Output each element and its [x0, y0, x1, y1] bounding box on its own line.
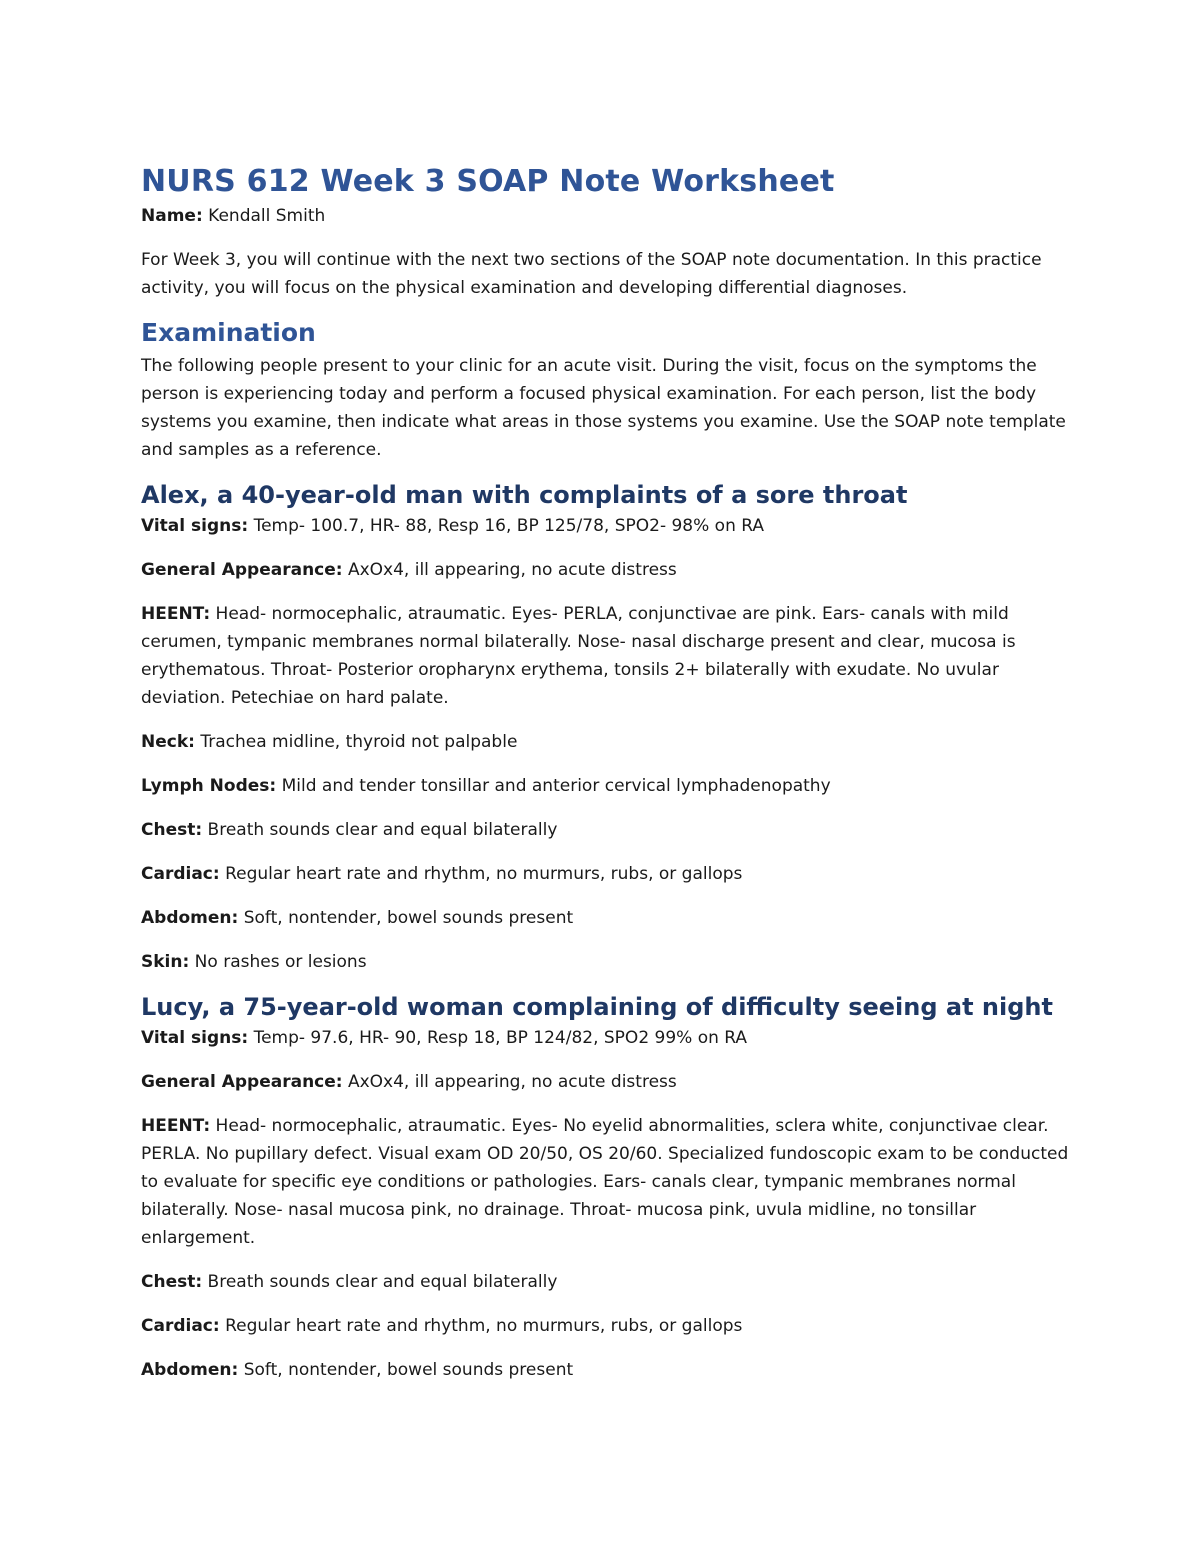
field-value: Soft, nontender, bowel sounds present	[238, 1360, 574, 1380]
document-title: NURS 612 Week 3 SOAP Note Worksheet	[141, 164, 835, 199]
field-value: Head- normocephalic, atraumatic. Eyes- No eyelid abnormalities, sclera white, conjunctivae clear. PERLA. No pupillary defect. Visual exam OD 20/50, OS 20/60. Specialized fundoscopic exam to be conducted to evaluate for specific eye conditions or pathologies. Ears- canals clear, tympanic membranes normal bilaterally. Nose- nasal mucosa pink, no drainage. Throat- mucosa pink, uvula midline, no tonsillar enlargement.	[141, 1116, 1069, 1248]
student-name	[141, 202, 1071, 230]
exam-field	[141, 948, 1071, 976]
exam-field	[141, 1268, 1071, 1296]
exam-field	[141, 600, 1071, 712]
field-label: Abdomen:	[141, 1360, 239, 1380]
exam-field	[141, 816, 1071, 844]
field-label: Skin:	[141, 952, 190, 972]
field-value: Regular heart rate and rhythm, no murmurs, rubs, or gallops	[219, 864, 743, 884]
field-label: Cardiac:	[141, 1316, 220, 1336]
field-label: Lymph Nodes:	[141, 776, 277, 796]
field-value: No rashes or lesions	[189, 952, 367, 972]
field-value: Trachea midline, thyroid not palpable	[194, 732, 518, 752]
field-value: Soft, nontender, bowel sounds present	[238, 908, 574, 928]
field-label: HEENT:	[141, 604, 211, 624]
field-value: Regular heart rate and rhythm, no murmurs, rubs, or gallops	[219, 1316, 743, 1336]
exam-field	[141, 728, 1071, 756]
exam-field	[141, 860, 1071, 888]
examination-instructions: The following people present to your clinic for an acute visit. During the visit, focus on the symptoms the person is experiencing today and perform a focused physical examination. For each person, list the body systems you examine, then indicate what areas in those systems you examine. Use the SOAP note template and samples as a reference.	[141, 356, 1066, 460]
examination-heading: Examination	[141, 318, 316, 347]
field-label: Chest:	[141, 820, 203, 840]
field-value: AxOx4, ill appearing, no acute distress	[342, 1072, 677, 1092]
patient-section-lucy	[141, 990, 1071, 1384]
exam-field	[141, 556, 1071, 584]
patient-section-alex	[141, 478, 1071, 976]
field-value: Head- normocephalic, atraumatic. Eyes- PERLA, conjunctivae are pink. Ears- canals with mild cerumen, tympanic membranes normal bilaterally. Nose- nasal discharge present and clear, mucosa is erythematous. Throat- Posterior oropharynx erythema, tonsils 2+ bilaterally with exudate. No uvular deviation. Petechiae on hard palate.	[141, 604, 1016, 708]
field-label: General Appearance:	[141, 560, 343, 580]
patient-heading: Alex, a 40-year-old man with complaints of a sore throat	[141, 481, 908, 509]
field-value: Breath sounds clear and equal bilaterally	[202, 820, 558, 840]
exam-field	[141, 1312, 1071, 1340]
field-label: Vital signs:	[141, 516, 249, 536]
field-label: Neck:	[141, 732, 195, 752]
document-body	[141, 162, 1071, 1384]
field-label: Cardiac:	[141, 864, 220, 884]
field-label: Vital signs:	[141, 1028, 249, 1048]
field-label: Abdomen:	[141, 908, 239, 928]
name-label: Name:	[141, 206, 203, 226]
field-value: Temp- 100.7, HR- 88, Resp 16, BP 125/78, SPO2- 98% on RA	[248, 516, 765, 536]
exam-field	[141, 512, 1071, 540]
field-value: AxOx4, ill appearing, no acute distress	[342, 560, 677, 580]
field-value: Breath sounds clear and equal bilaterally	[202, 1272, 558, 1292]
intro-paragraph: For Week 3, you will continue with the next two sections of the SOAP note documentation. In this practice activity, you will focus on the physical examination and developing differential diagnoses.	[141, 250, 1042, 298]
exam-field	[141, 1112, 1071, 1252]
exam-field	[141, 1356, 1071, 1384]
name-value: Kendall Smith	[202, 206, 326, 226]
field-label: General Appearance:	[141, 1072, 343, 1092]
patient-heading: Lucy, a 75-year-old woman complaining of difficulty seeing at night	[141, 993, 1053, 1021]
exam-field	[141, 1068, 1071, 1096]
field-label: Chest:	[141, 1272, 203, 1292]
field-value: Mild and tender tonsillar and anterior cervical lymphadenopathy	[276, 776, 831, 796]
exam-field	[141, 772, 1071, 800]
field-label: HEENT:	[141, 1116, 211, 1136]
field-value: Temp- 97.6, HR- 90, Resp 18, BP 124/82, SPO2 99% on RA	[248, 1028, 748, 1048]
exam-field	[141, 904, 1071, 932]
exam-field	[141, 1024, 1071, 1052]
